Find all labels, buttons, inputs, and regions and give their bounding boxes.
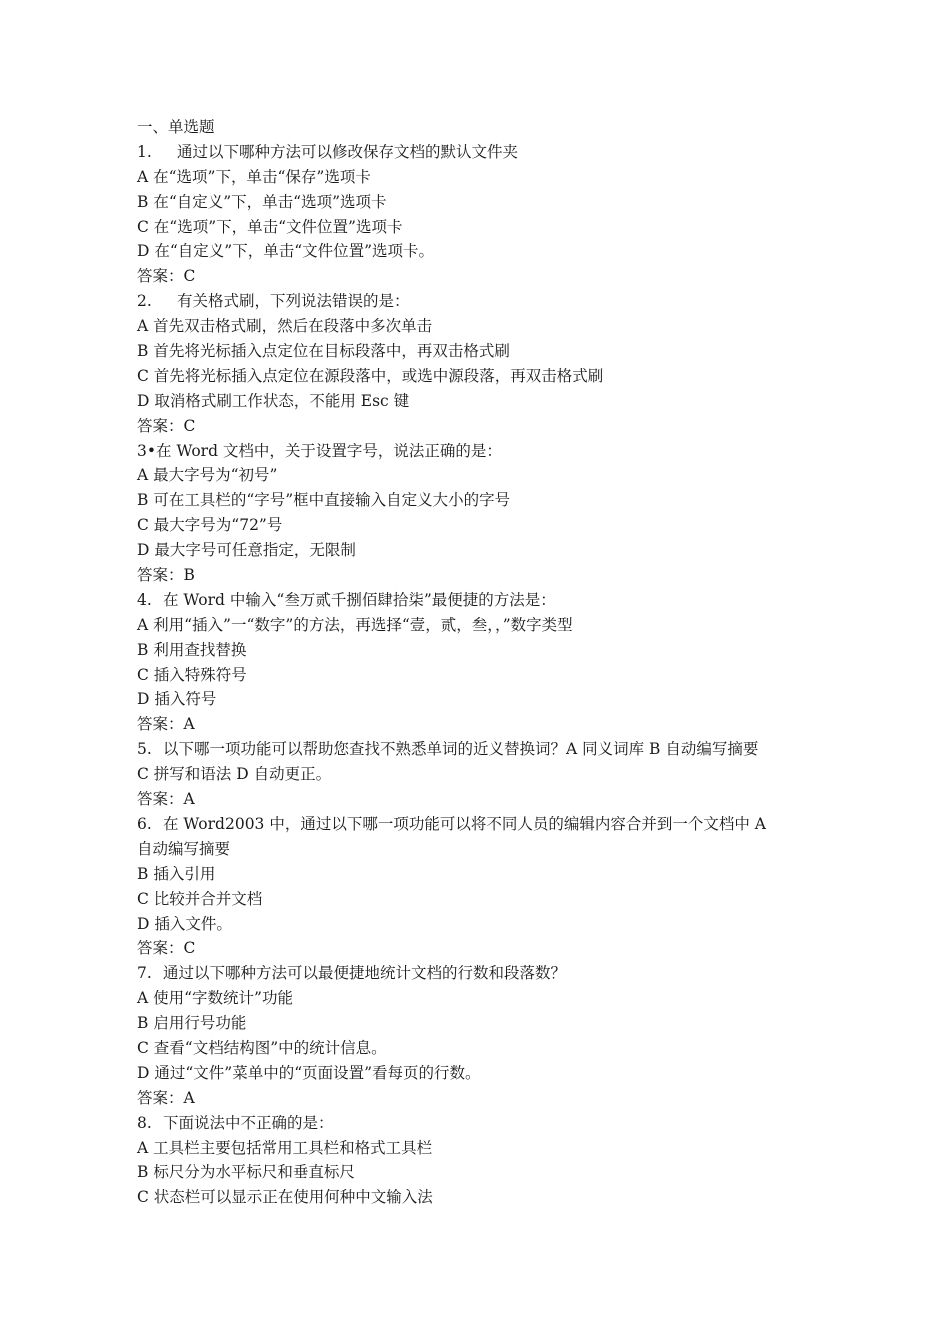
question-7-answer: 答案：A xyxy=(137,1088,195,1107)
question-6-option-c: C 比较并合并文档 xyxy=(137,889,263,908)
question-1-answer: 答案：C xyxy=(137,267,196,286)
question-5-stem-continued: C 拼写和语法 D 自动更正。 xyxy=(137,765,332,784)
question-1-stem xyxy=(137,140,827,165)
question-6-stem xyxy=(137,812,827,837)
question-4-option-a: A 利用“插入”一“数字”的方法，再选择“壹，贰，叁，，”数字类型 xyxy=(137,615,573,634)
question-text: 下面说法中不正确的是： xyxy=(163,1113,334,1132)
question-5-stem xyxy=(137,737,827,762)
question-2-option-a: A 首先双击格式刷，然后在段落中多次单击 xyxy=(137,317,433,336)
question-4-answer: 答案：A xyxy=(137,715,195,734)
question-7-option-c: C 查看“文档结构图”中的统计信息。 xyxy=(137,1038,387,1057)
question-3-option-c: C 最大字号为“72”号 xyxy=(137,516,283,535)
question-7-stem xyxy=(137,961,827,986)
question-3-option-d: D 最大字号可任意指定，无限制 xyxy=(137,541,356,560)
question-2-stem xyxy=(137,289,827,314)
question-4-stem xyxy=(137,588,827,613)
question-number: 6. xyxy=(137,814,152,833)
question-number: 2. xyxy=(137,292,152,311)
question-4-option-d: D 插入符号 xyxy=(137,690,217,709)
question-3-stem xyxy=(137,439,827,464)
question-number: 4. xyxy=(137,590,152,609)
question-4-option-b: B 利用查找替换 xyxy=(137,640,247,659)
section-title: 一、单选题 xyxy=(137,118,215,136)
question-number: 8. xyxy=(137,1113,152,1132)
document-body xyxy=(137,115,827,1210)
question-5-answer: 答案：A xyxy=(137,790,195,809)
question-7-option-b: B 启用行号功能 xyxy=(137,1014,247,1033)
question-6-option-d: D 插入文件。 xyxy=(137,914,232,933)
question-1-option-a: A 在“选项”下，单击“保存”选项卡 xyxy=(137,167,371,186)
question-2-option-d: D 取消格式刷工作状态，不能用 Esc 键 xyxy=(137,391,410,410)
question-text: 通过以下哪种方法可以修改保存文档的默认文件夹 xyxy=(177,142,519,161)
question-1-option-c: C 在“选项”下，单击“文件位置”选项卡 xyxy=(137,217,403,236)
question-text: 通过以下哪种方法可以最便捷地统计文档的行数和段落数？ xyxy=(163,964,567,983)
question-number: 5. xyxy=(137,740,152,759)
question-3-answer: 答案：B xyxy=(137,566,195,585)
question-text: 在 Word 文档中，关于设置字号，说法正确的是： xyxy=(156,441,502,460)
question-1-option-b: B 在“自定义”下，单击“选项”选项卡 xyxy=(137,192,387,211)
question-2-option-c: C 首先将光标插入点定位在源段落中，或选中源段落，再双击格式刷 xyxy=(137,366,604,385)
question-number: 7. xyxy=(137,964,152,983)
question-3-option-a: A 最大字号为“初号” xyxy=(137,466,278,485)
question-6-answer: 答案：C xyxy=(137,939,196,958)
question-text: 在 Word 中输入“叁万贰千捌佰肆拾柒”最便捷的方法是： xyxy=(163,590,556,609)
question-text: 以下哪一项功能可以帮助您查找不熟悉单词的近义替换词？A 同义词库 B 自动编写摘要 xyxy=(163,740,759,759)
question-2-answer: 答案：C xyxy=(137,416,196,435)
question-7-option-d: D 通过“文件”菜单中的“页面设置”看每页的行数。 xyxy=(137,1063,481,1082)
question-text: 在 Word2003 中，通过以下哪一项功能可以将不同人员的编辑内容合并到一个文档中 A xyxy=(163,814,766,833)
question-number: 3• xyxy=(137,441,157,460)
question-8-stem xyxy=(137,1111,827,1136)
question-7-option-a: A 使用“字数统计”功能 xyxy=(137,989,293,1008)
question-8-option-b: B 标尺分为水平标尺和垂直标尺 xyxy=(137,1163,355,1182)
question-text: 有关格式刷，下列说法错误的是： xyxy=(177,292,410,311)
question-1-option-d: D 在“自定义”下，单击“文件位置”选项卡。 xyxy=(137,242,435,261)
question-number: 1. xyxy=(137,142,152,161)
question-8-option-a: A 工具栏主要包括常用工具栏和格式工具栏 xyxy=(137,1138,433,1157)
question-4-option-c: C 插入特殊符号 xyxy=(137,665,247,684)
question-6-option-b: B 插入引用 xyxy=(137,864,216,883)
question-2-option-b: B 首先将光标插入点定位在目标段落中，再双击格式刷 xyxy=(137,342,510,361)
question-8-option-c: C 状态栏可以显示正在使用何种中文输入法 xyxy=(137,1188,433,1207)
question-6-stem-continued: 自动编写摘要 xyxy=(137,839,231,858)
question-3-option-b: B 可在工具栏的“字号”框中直接输入自定义大小的字号 xyxy=(137,491,511,510)
